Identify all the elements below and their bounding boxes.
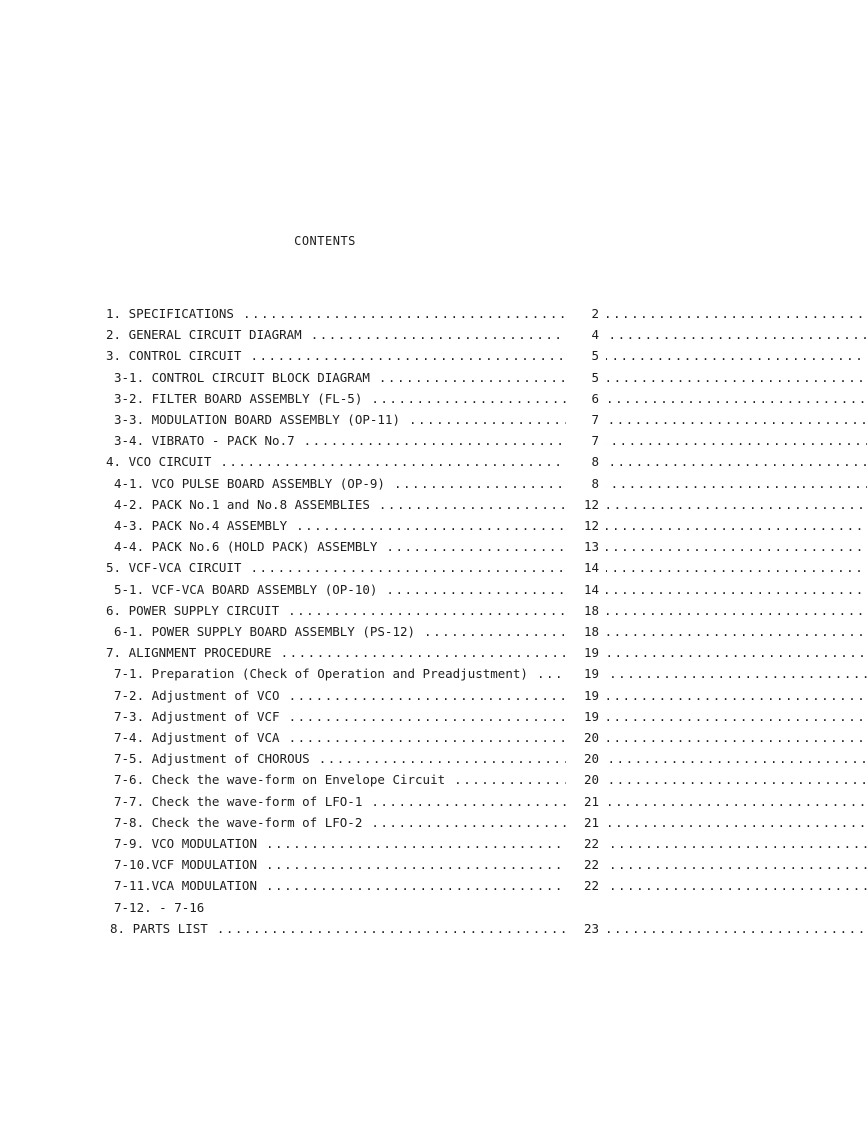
toc-entry-label: 1. SPECIFICATIONS .....: [106, 303, 867, 324]
toc-entry-label: 3. CONTROL CIRCUIT .....: [106, 345, 867, 366]
toc-entry-page: 19: [583, 666, 599, 682]
toc-entry-page: 7: [591, 433, 599, 449]
toc-entry: [0, 706, 867, 727]
toc-entry-page: 14: [583, 560, 599, 576]
toc-entry-label: 7-10.VCF MODULATION .....: [114, 854, 867, 875]
toc-entry: [0, 515, 867, 536]
toc-entry: [0, 324, 867, 345]
toc-entry-label: 7-3. Adjustment of VCF .....: [114, 706, 867, 727]
toc-entry: [0, 854, 867, 875]
toc-entry-label: 4-4. PACK No.6 (HOLD PACK) ASSEMBLY .....: [114, 536, 867, 557]
toc-entry-page: 13: [583, 539, 599, 555]
toc-entry: [0, 409, 867, 430]
toc-entry-label: 3-3. MODULATION BOARD ASSEMBLY (OP-11) .....: [114, 409, 867, 430]
toc-entry-page: 23: [583, 920, 599, 936]
toc-entry-page: 21: [583, 793, 599, 809]
toc-entry-page: 14: [583, 581, 599, 597]
toc-entry-label: 7-9. VCO MODULATION .....: [114, 833, 867, 854]
toc-entry-page: 5: [591, 369, 599, 385]
toc-entry-label: 4-3. PACK No.4 ASSEMBLY .....: [114, 515, 867, 536]
toc-entry-page: 12: [583, 496, 599, 512]
toc-entry: [0, 600, 867, 621]
toc-entry-page: 18: [583, 624, 599, 639]
toc-entry-page: 21: [583, 814, 599, 830]
toc-entry: [0, 367, 867, 388]
toc-entry-page: 8: [591, 454, 599, 470]
toc-entry: [0, 473, 867, 494]
toc-entry-label: 7-6. Check the wave-form on Envelope Circuit .....: [114, 769, 867, 790]
toc-entry-page: 19: [583, 708, 599, 724]
toc-entry: [0, 918, 867, 939]
toc-entry: [0, 642, 867, 663]
toc-entry-label: 3-4. VIBRATO - PACK No.7 .....: [114, 430, 867, 451]
toc-entry-page: 8: [591, 475, 599, 491]
toc-entry-label: 5-1. VCF-VCA BOARD ASSEMBLY (OP-10) .....: [114, 579, 867, 600]
toc-entry-label: 6. POWER SUPPLY CIRCUIT .....: [106, 600, 867, 621]
toc-entry-page: 20: [583, 772, 599, 788]
toc-entry-label: 3-1. CONTROL CIRCUIT BLOCK DIAGRAM .....: [114, 367, 867, 388]
toc-entry-label: 7-7. Check the wave-form of LFO-1 .....: [114, 791, 867, 812]
toc-entry-page: 20: [583, 730, 599, 745]
toc-entry: [0, 621, 867, 642]
toc-entry-page: 22: [583, 857, 599, 873]
toc-entry-page: 6: [591, 390, 599, 406]
toc-entry: [0, 430, 867, 451]
toc-entry: [0, 303, 867, 324]
page-title: CONTENTS: [294, 234, 356, 248]
toc-entry-page: 2: [591, 306, 599, 321]
toc-entry-label: 7-5. Adjustment of CHOROUS .....: [114, 748, 867, 769]
toc-entry-label: 7-11.VCA MODULATION .....: [114, 875, 867, 896]
toc-entry: [0, 451, 867, 472]
toc-entry-page: 22: [583, 878, 599, 894]
toc-entry-label: 7-1. Preparation (Check of Operation and Preadjustment) .....: [114, 663, 867, 684]
toc-entry-label: 8. PARTS LIST .....: [110, 918, 867, 939]
toc-entry: [0, 812, 867, 833]
toc-entry: [0, 748, 867, 769]
toc-entry-page: 5: [591, 348, 599, 364]
toc-entry: [0, 897, 867, 918]
toc-entry-label: 7. ALIGNMENT PROCEDURE .....: [106, 642, 867, 663]
toc-entry-page: 7: [591, 412, 599, 427]
toc-entry-page: 12: [583, 518, 599, 533]
toc-entry-label: 4. VCO CIRCUIT .....: [106, 451, 867, 472]
toc-entry-label: 7-2. Adjustment of VCO .....: [114, 685, 867, 706]
toc-entry: [0, 875, 867, 896]
toc-entry: [0, 345, 867, 366]
toc-entry-label: 7-8. Check the wave-form of LFO-2 .....: [114, 812, 867, 833]
toc-entry: [0, 685, 867, 706]
toc-entry-label: 3-2. FILTER BOARD ASSEMBLY (FL-5) .....: [114, 388, 867, 409]
toc-entry-label: 2. GENERAL CIRCUIT DIAGRAM .....: [106, 324, 867, 345]
toc-entry: [0, 494, 867, 515]
toc-entry: [0, 536, 867, 557]
toc-entry: [0, 663, 867, 684]
toc-entry: [0, 388, 867, 409]
toc-entry: [0, 769, 867, 790]
toc-entry-page: 4: [591, 327, 599, 343]
toc-entry: [0, 727, 867, 748]
toc-entry-label: 4-1. VCO PULSE BOARD ASSEMBLY (OP-9) .....: [114, 473, 867, 494]
toc-entry: [0, 833, 867, 854]
toc-entry: [0, 579, 867, 600]
toc-entry-page: 22: [583, 836, 599, 851]
toc-entry-label: 4-2. PACK No.1 and No.8 ASSEMBLIES .....: [114, 494, 867, 515]
toc-entry-page: 20: [583, 751, 599, 767]
toc-entry-page: 18: [583, 602, 599, 618]
toc-entry-page: 19: [583, 687, 599, 703]
toc-entry-label: 6-1. POWER SUPPLY BOARD ASSEMBLY (PS-12) .....: [114, 621, 867, 642]
toc-entry-label: 5. VCF-VCA CIRCUIT .....: [106, 557, 867, 578]
toc-entry-page: 19: [583, 645, 599, 661]
toc-entry: [0, 791, 867, 812]
toc-entry: [0, 557, 867, 578]
toc-entry-label: 7-4. Adjustment of VCA .....: [114, 727, 867, 748]
toc-entry-label: 7-12. - 7-16: [114, 899, 205, 915]
